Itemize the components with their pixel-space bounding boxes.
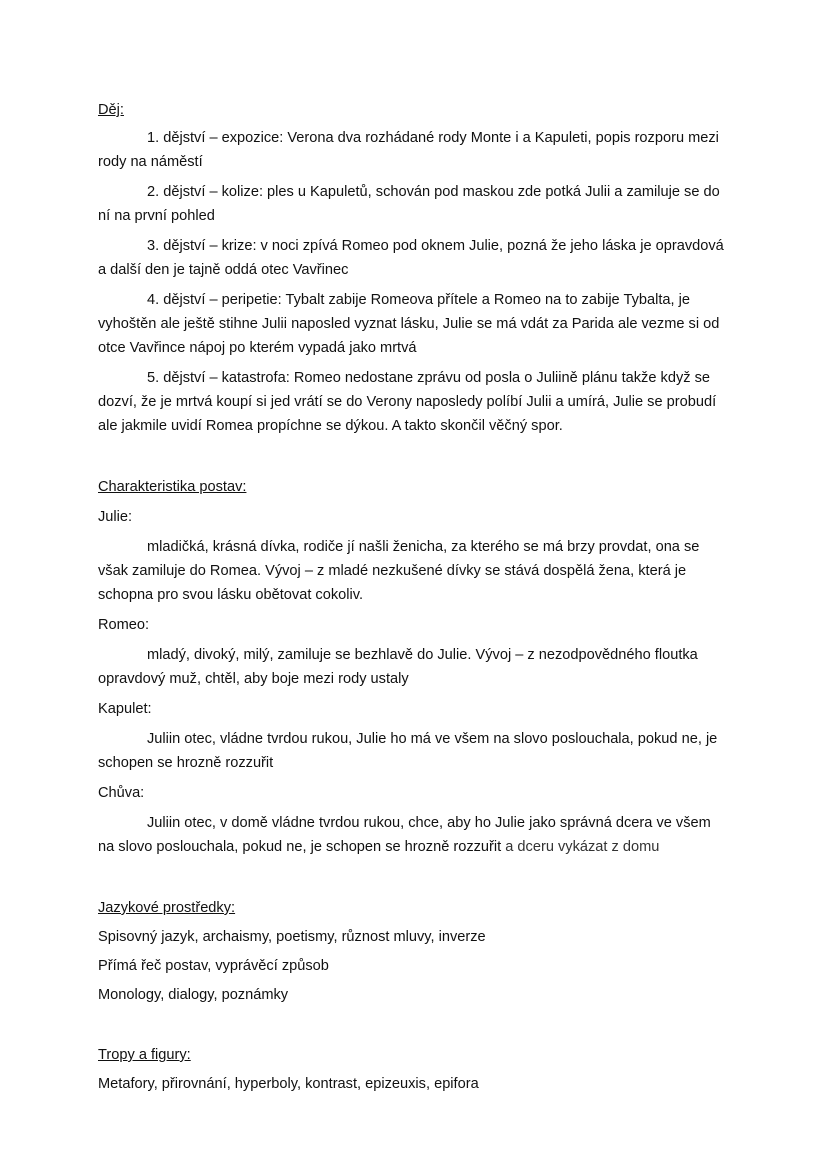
section-heading-plot: Děj: [98, 102, 124, 118]
document-page [98, 98, 730, 1101]
section-heading-language: Jazykové prostředky: [98, 900, 236, 916]
language-line-1: Spisovný jazyk, archaismy, poetismy, různost mluvy, inverze [98, 929, 486, 945]
character-name-julie: Julie: [98, 509, 133, 525]
act-4: 4. dějství – peripetie: Tybalt zabije Romeova přítele a Romeo na to zabije Tybalta, je vyhoštěn ale ještě stihne Julii naposled vyznat lásku, Julie se má vdát za Parida ale vezme si od otce Vavřince nápoj po kterém vypadá jako mrtvá [98, 292, 720, 356]
tropes-line-1: Metafory, přirovnání, hyperboly, kontrast, epizeuxis, epifora [98, 1076, 479, 1092]
section-heading-characters: Charakteristika postav: [98, 479, 247, 495]
character-name-romeo: Romeo: [98, 617, 150, 633]
section-heading-tropes: Tropy a figury: [98, 1047, 191, 1063]
spacer [98, 444, 730, 475]
spacer [98, 865, 730, 896]
language-line-2: Přímá řeč postav, vyprávěcí způsob [98, 958, 329, 974]
character-name-chuva: Chůva: [98, 785, 145, 801]
character-text-chuva-main: Juliin otec, v domě vládne tvrdou rukou, chce, aby ho Julie jako správná dcera ve všem na slovo poslouchala, pokud ne, je schopen se hrozně rozzuřit [98, 815, 711, 855]
act-3: 3. dějství – krize: v noci zpívá Romeo pod oknem Julie, pozná že jeho láska je opravdová a další den je tajně oddá otec Vavřinec [98, 238, 724, 278]
spacer [98, 1012, 730, 1043]
character-text-julie: mladičká, krásná dívka, rodiče jí našli ženicha, za kterého se má brzy provdat, ona se však zamiluje do Romea. Vývoj – z mladé nezkušené dívky se stává dospělá žena, která je schopna pro svou lásku obětovat cokoliv. [98, 539, 700, 603]
act-2: 2. dějství – kolize: ples u Kapuletů, schován pod maskou zde potká Julii a zamiluje se do ní na první pohled [98, 184, 720, 224]
section-characters [98, 475, 730, 859]
section-plot [98, 98, 730, 438]
character-text-kapulet: Juliin otec, vládne tvrdou rukou, Julie ho má ve všem na slovo poslouchala, pokud ne, je schopen se hrozně rozzuřit [98, 731, 718, 771]
act-5: 5. dějství – katastrofa: Romeo nedostane zprávu od posla o Juliině plánu takže když se dozví, že je mrtvá koupí si jed vrátí se do Verony naposledy políbí Julii a umírá, Julie se probudí ale jakmile uvidí Romea propíchne se dýkou. A takto skončil věčný spor. [98, 370, 717, 434]
character-text-chuva-tail: a dceru vykázat z domu [501, 839, 660, 855]
character-text-chuva [98, 811, 730, 859]
section-tropes [98, 1043, 730, 1096]
character-name-kapulet: Kapulet: [98, 701, 152, 717]
character-text-romeo: mladý, divoký, milý, zamiluje se bezhlavě do Julie. Vývoj – z nezodpovědného floutka opravdový muž, chtěl, aby boje mezi rody ustaly [98, 647, 698, 687]
section-language [98, 896, 730, 1007]
language-line-3: Monology, dialogy, poznámky [98, 987, 289, 1003]
act-1: 1. dějství – expozice: Verona dva rozhádané rody Monte i a Kapuleti, popis rozporu mezi rody na náměstí [98, 130, 719, 170]
